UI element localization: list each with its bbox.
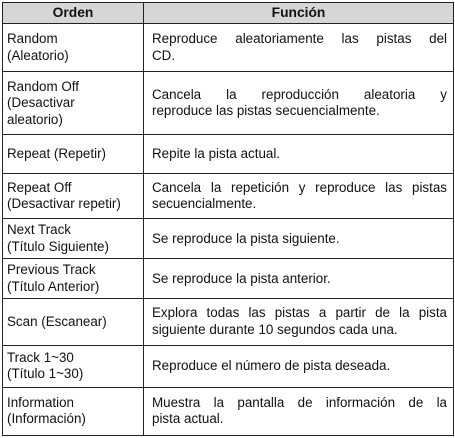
cmd-line: (Título Siguiente) <box>7 238 109 254</box>
fn-line: Se reproduce la pista siguiente. <box>152 230 340 246</box>
fn-line: Repite la pista actual. <box>152 146 281 162</box>
cmd-cell <box>3 72 144 135</box>
cmd-cell <box>3 219 144 259</box>
fn-line: pista actual. <box>152 411 224 427</box>
cmd-cell <box>3 259 144 299</box>
table-header-row <box>3 3 454 24</box>
command-table-container <box>2 2 453 436</box>
table-row <box>3 219 454 259</box>
table-row <box>3 345 454 387</box>
cmd-line: Track 1~30 <box>7 349 74 365</box>
cmd-line: Random <box>7 31 58 47</box>
fn-line: Muestra la pantalla de información de la <box>152 394 447 410</box>
cmd-cell <box>3 24 144 72</box>
fn-line: CD. <box>152 47 176 63</box>
fn-cell <box>144 135 454 174</box>
cmd-line: (Información) <box>7 411 86 427</box>
fn-line: Explora todas las pistas a partir de la pista <box>152 305 447 321</box>
cmd-cell <box>3 387 144 435</box>
cmd-line: Repeat (Repetir) <box>7 146 106 162</box>
fn-line: Se reproduce la pista anterior. <box>152 270 331 286</box>
fn-cell <box>144 219 454 259</box>
command-function-table <box>2 2 454 436</box>
fn-line: Reproduce el número de pista deseada. <box>152 357 391 373</box>
cmd-line: (Título Anterior) <box>7 278 100 294</box>
fn-cell <box>144 345 454 387</box>
fn-cell <box>144 259 454 299</box>
table-row <box>3 387 454 435</box>
fn-cell <box>144 24 454 72</box>
fn-line: secuencialmente. <box>152 196 257 212</box>
fn-cell <box>144 387 454 435</box>
table-row <box>3 72 454 135</box>
cmd-line: Scan (Escanear) <box>7 313 107 329</box>
fn-line: Cancela la reproducción aleatoria y <box>152 86 447 102</box>
table-row <box>3 174 454 219</box>
cmd-line: aleatorio) <box>7 111 63 127</box>
cmd-cell <box>3 174 144 219</box>
table-row <box>3 299 454 345</box>
cmd-line: (Desactivar <box>7 95 75 111</box>
cmd-line: Repeat Off <box>7 179 72 195</box>
fn-cell <box>144 174 454 219</box>
header-funcion: Función <box>144 3 454 24</box>
cmd-line: (Título 1~30) <box>7 366 84 382</box>
cmd-line: Next Track <box>7 222 71 238</box>
cmd-cell <box>3 135 144 174</box>
fn-line: reproduce las pistas secuencialmente. <box>152 103 380 119</box>
cmd-cell <box>3 345 144 387</box>
cmd-line: Random Off <box>7 78 79 94</box>
header-orden: Orden <box>3 3 144 24</box>
table-row <box>3 135 454 174</box>
cmd-line: Previous Track <box>7 262 96 278</box>
fn-line: Reproduce aleatoriamente las pistas del <box>152 31 447 47</box>
table-row <box>3 259 454 299</box>
cmd-line: Information <box>7 394 74 410</box>
cmd-cell <box>3 299 144 345</box>
fn-cell <box>144 299 454 345</box>
fn-line: Cancela la repetición y reproduce las pistas <box>152 179 447 195</box>
table-row <box>3 24 454 72</box>
fn-line: siguiente durante 10 segundos cada una. <box>152 321 398 337</box>
fn-cell <box>144 72 454 135</box>
cmd-line: (Desactivar repetir) <box>7 196 121 212</box>
cmd-line: (Aleatorio) <box>7 47 69 63</box>
